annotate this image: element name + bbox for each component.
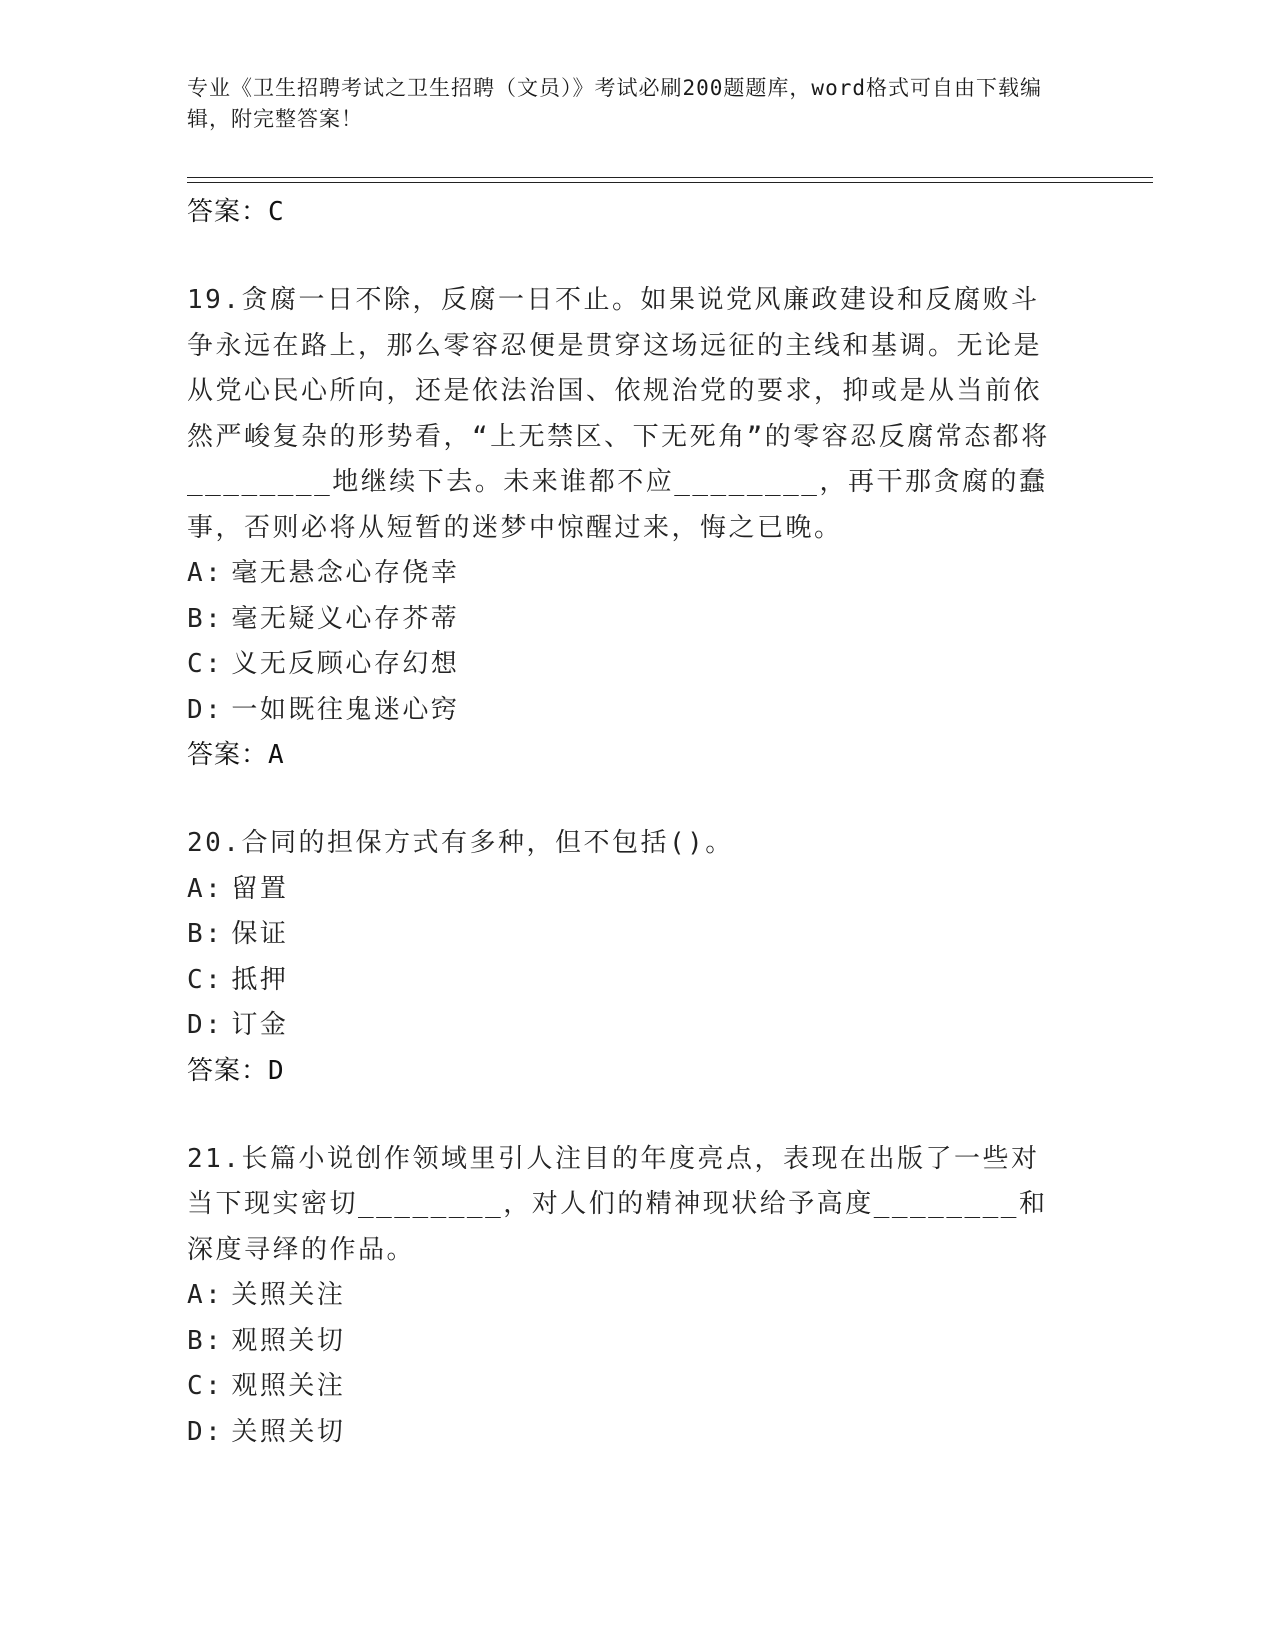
answer-value: D [268,1055,285,1086]
header-divider [187,177,1153,178]
option-key: D: [187,1010,224,1040]
option-key: A: [187,558,224,588]
option-b [187,597,1087,643]
header-divider-secondary [187,182,1153,183]
question-text: 21.长篇小说创作领域里引人注目的年度亮点，表现在出版了一些对当下现实密切________，对人们的精神现状给予高度________和深度寻绎的作品。 [187,1143,1048,1265]
option-key: D: [187,1416,224,1447]
answer-value: A [268,740,285,770]
option-text: 订金 [231,1010,289,1040]
option-key: C: [187,1371,224,1401]
option-b [187,1319,1087,1365]
option-key: A: [187,873,224,904]
option-text: 抵押 [231,964,289,995]
option-key: B: [187,603,224,634]
option-d [187,1410,1087,1456]
option-d [187,1003,1087,1049]
option-a [187,1273,1087,1319]
answer-label: 答案： [187,740,269,770]
document-header: 专业《卫生招聘考试之卫生招聘（文员）》考试必刷200题题库，word格式可自由下载编辑，附完整答案！ [187,76,1042,131]
option-text: 关照关切 [231,1416,346,1447]
answer-value: C [268,197,285,227]
option-a [187,867,1087,913]
option-text: 毫无疑义心存芥蒂 [231,603,460,634]
option-c [187,958,1087,1004]
option-key: A: [187,1280,224,1310]
option-key: B: [187,919,224,949]
option-key: C: [187,649,224,679]
question-block [187,1137,1087,1456]
question-block [187,821,1087,1093]
answer-line [187,733,1087,777]
answer-label: 答案： [187,1055,269,1086]
question-block [187,278,1087,777]
question-text: 20.合同的担保方式有多种，但不包括()。 [187,828,734,858]
answer-line [187,1049,1087,1093]
option-text: 观照关切 [231,1325,346,1356]
option-key: B: [187,1325,224,1356]
question-text: 19.贪腐一日不除，反腐一日不止。如果说党风廉政建设和反腐败斗争永远在路上，那么零容忍便是贯穿这场远征的主线和基调。无论是从党心民心所向，还是依法治国、依规治党的要求，抑或是从当前依然严峻复杂的形势看，“上无禁区、下无死角”的零容忍反腐常态都将________地继续下去。未来谁都不应________，再干那贪腐的蠢事，否则必将从短暂的迷梦中惊醒过来，悔之已晚。 [187,285,1050,543]
option-text: 留置 [231,873,289,904]
option-text: 义无反顾心存幻想 [231,649,460,679]
answer-line [187,190,1087,234]
option-text: 保证 [231,919,289,949]
option-d [187,688,1087,734]
option-b [187,912,1087,958]
option-text: 毫无悬念心存侥幸 [231,558,460,588]
option-key: D: [187,694,224,725]
option-c [187,1364,1087,1410]
option-a [187,551,1087,597]
answer-label: 答案： [187,197,269,227]
option-c [187,642,1087,688]
option-key: C: [187,964,224,995]
option-text: 关照关注 [231,1280,346,1310]
question-list [187,190,1087,1455]
option-text: 观照关注 [231,1371,346,1401]
option-text: 一如既往鬼迷心窍 [231,694,460,725]
